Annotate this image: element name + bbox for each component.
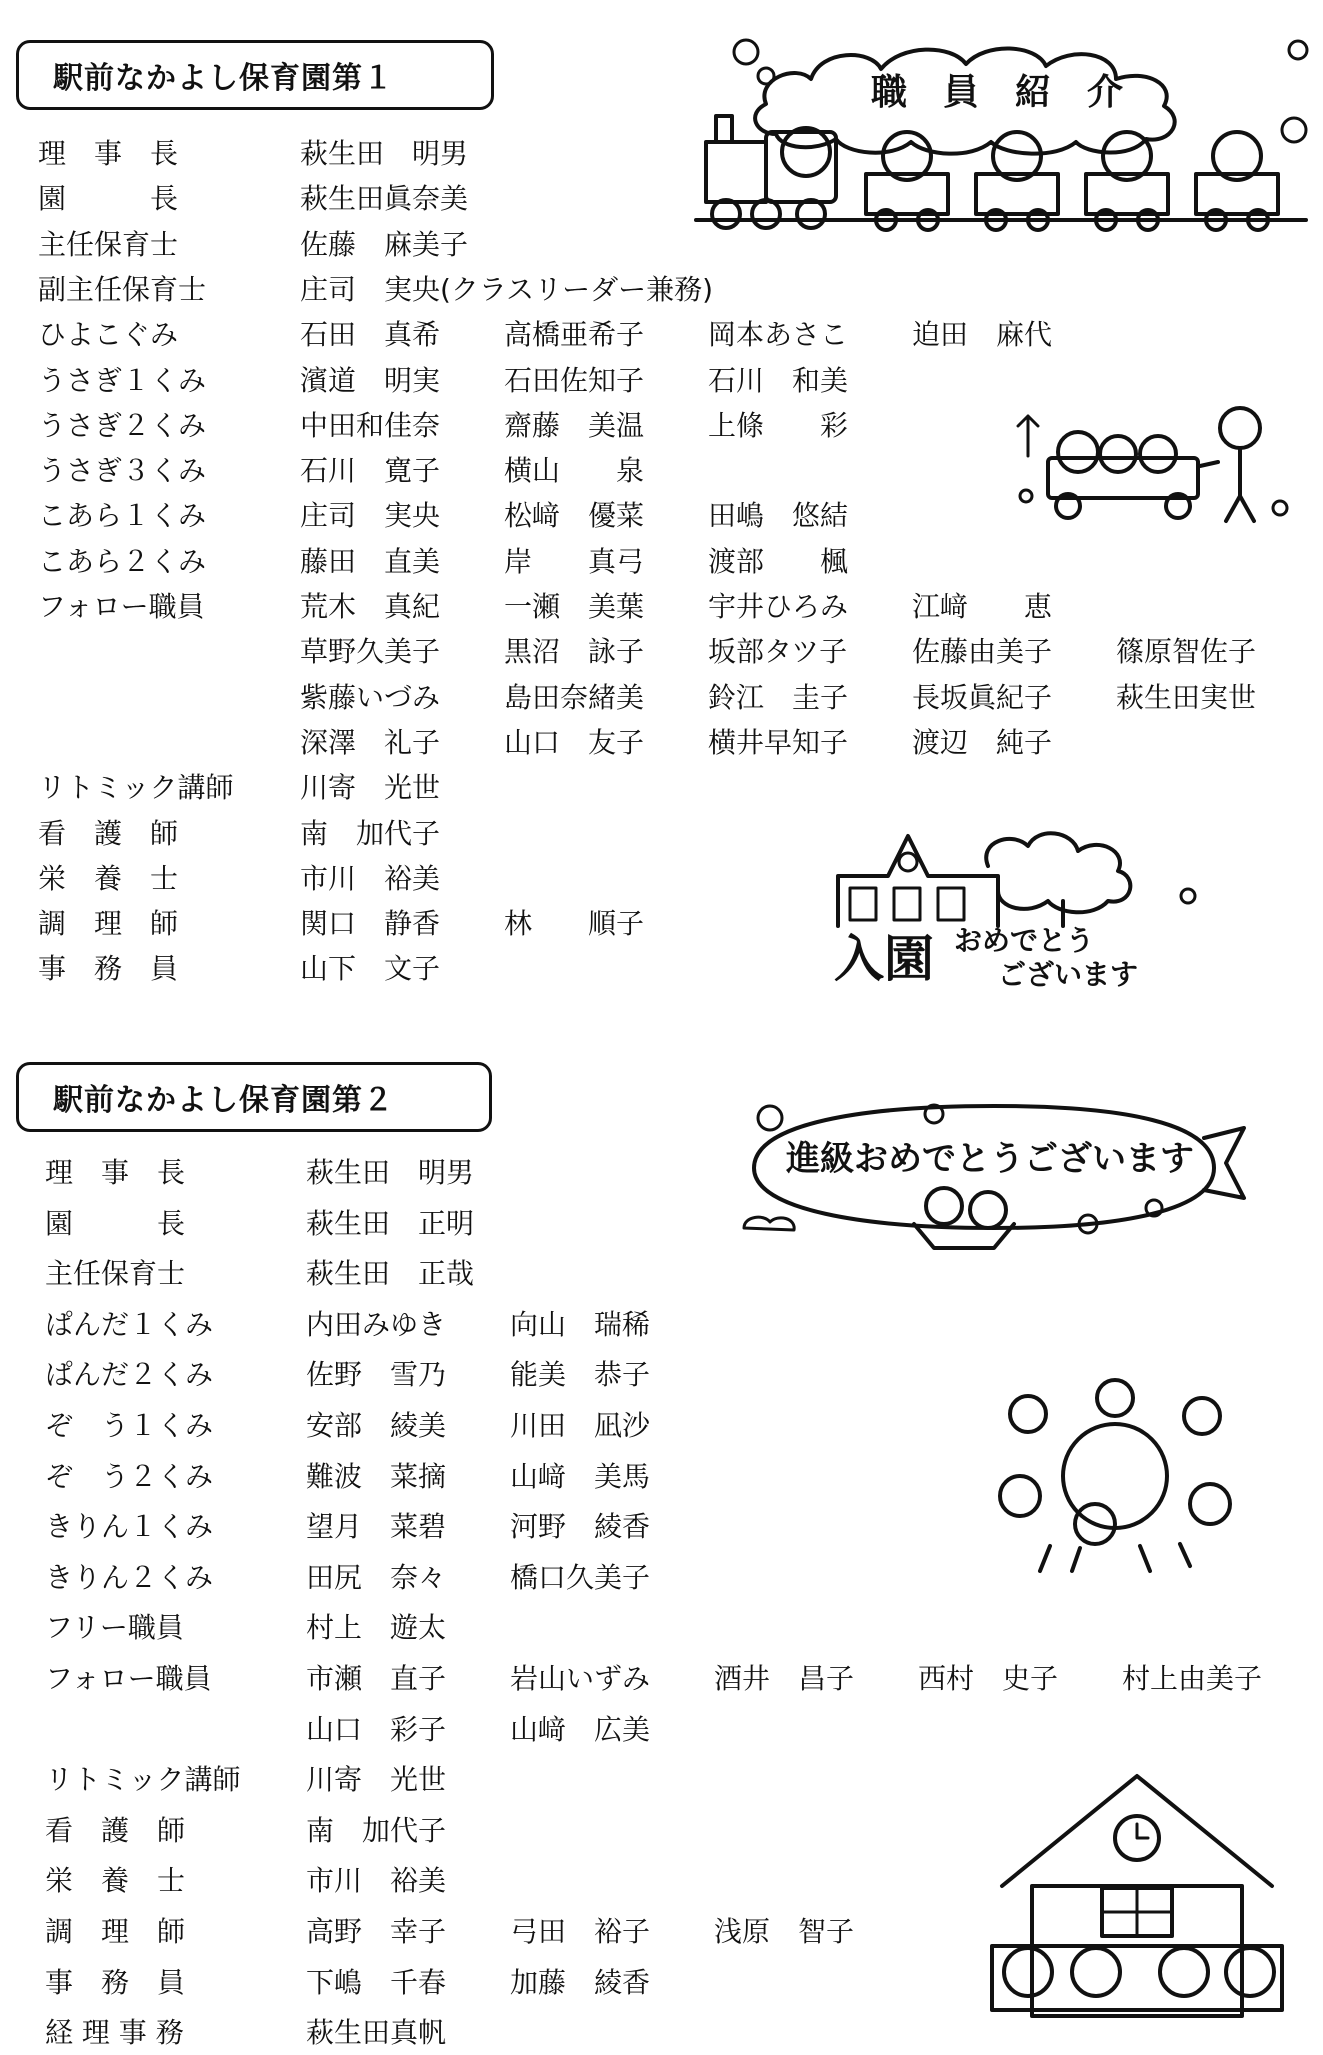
- staff-name: 橋口久美子: [510, 1560, 651, 1594]
- school-building-illustration: [992, 1766, 1282, 2036]
- staff-role: 園 長: [45, 1206, 186, 1240]
- staff-name: 石田 真希: [300, 318, 441, 352]
- staff-row: [0, 1707, 1323, 1752]
- entrance-sub2-text: ございます: [998, 958, 1139, 991]
- staff-name: 島田奈緒美: [504, 680, 645, 714]
- staff-role: こあら２くみ: [38, 544, 207, 578]
- staff-name: 濱道 明実: [300, 363, 441, 397]
- staff-row: [0, 1656, 1323, 1701]
- staff-name: 長坂眞紀子: [912, 680, 1053, 714]
- train-illustration: [686, 24, 1318, 244]
- staff-name: 佐藤 麻美子: [300, 227, 469, 261]
- staff-row: [0, 1302, 1323, 1347]
- staff-name: 黒沼 詠子: [504, 635, 645, 669]
- staff-name: 横井早知子: [708, 725, 849, 759]
- children-circle-illustration: [990, 1376, 1240, 1576]
- staff-name: 萩生田 明男: [300, 137, 469, 170]
- staff-role: 栄 養 士: [45, 1864, 186, 1898]
- staff-role: ぞ う１くみ: [45, 1409, 214, 1442]
- staff-name: 鈴江 圭子: [708, 680, 849, 714]
- staff-role: 主任保育士: [45, 1257, 186, 1291]
- staff-role: 理 事 長: [45, 1156, 186, 1189]
- staff-role: フリー職員: [45, 1611, 184, 1645]
- staff-name: 市川 裕美: [300, 861, 441, 895]
- section2-title: 駅前なかよし保育園第２: [16, 1062, 492, 1132]
- staff-name: 荒木 真紀: [300, 590, 441, 623]
- staff-name: 能美 恭子: [510, 1358, 651, 1392]
- staff-name: 一瀬 美葉: [504, 590, 645, 623]
- staff-role: リトミック講師: [45, 1763, 241, 1797]
- staff-intro-text: 職 員 紹 介: [871, 72, 1124, 113]
- staff-role: 調 理 師: [38, 907, 179, 941]
- staff-role: うさぎ１くみ: [38, 363, 207, 397]
- staff-name: 坂部タツ子: [708, 635, 848, 669]
- staff-row: [0, 267, 1323, 312]
- staff-name: 岸 真弓: [504, 544, 645, 578]
- staff-name: 田尻 奈々: [306, 1560, 447, 1594]
- staff-name: 篠原智佐子: [1116, 635, 1257, 669]
- staff-name: 内田みゆき: [306, 1307, 447, 1341]
- staff-name: 松﨑 優菜: [504, 499, 645, 533]
- staff-role: 園 長: [38, 182, 179, 216]
- staff-name: 渡辺 純子: [912, 725, 1053, 759]
- staff-name: 村上 遊太: [306, 1611, 447, 1645]
- staff-role: 副主任保育士: [38, 272, 207, 306]
- staff-role: 事 務 員: [38, 952, 179, 986]
- staff-name: 加藤 綾香: [510, 1965, 651, 1999]
- staff-name: 関口 静香: [300, 907, 441, 941]
- promotion-text: 進級おめでとうございます: [786, 1139, 1194, 1179]
- staff-name: 横山 泉: [504, 454, 645, 488]
- staff-role: うさぎ３くみ: [38, 454, 207, 488]
- staff-name: 山口 友子: [504, 725, 645, 759]
- staff-role: 看 護 師: [45, 1813, 186, 1847]
- staff-name: 高橋亜希子: [504, 318, 645, 352]
- staff-name: 安部 綾美: [306, 1409, 447, 1442]
- staff-name: 河野 綾香: [510, 1510, 651, 1544]
- staff-role: ひよこぐみ: [38, 318, 179, 352]
- staff-row: [0, 629, 1323, 674]
- staff-role: ぱんだ１くみ: [45, 1307, 214, 1341]
- staff-name: 萩生田眞奈美: [300, 182, 469, 216]
- staff-name: 上條 彩: [708, 408, 849, 442]
- staff-name: 迫田 麻代: [912, 318, 1053, 352]
- staff-name: 南 加代子: [306, 1813, 447, 1847]
- staff-row: [0, 675, 1323, 720]
- staff-name: 江﨑 恵: [912, 590, 1053, 623]
- section1-title: 駅前なかよし保育園第１: [16, 40, 494, 110]
- staff-role: フォロー職員: [38, 590, 205, 623]
- staff-row: [0, 312, 1323, 357]
- staff-role: リトミック講師: [38, 771, 234, 805]
- staff-name: 深澤 礼子: [300, 725, 441, 759]
- staff-name: 山口 彩子: [306, 1712, 447, 1746]
- staff-name: 佐野 雪乃: [306, 1358, 447, 1392]
- staff-name: 弓田 裕子: [510, 1915, 651, 1948]
- staff-role: 調 理 師: [45, 1915, 186, 1948]
- staff-row: [0, 1605, 1323, 1650]
- staff-name: 渡部 楓: [708, 544, 849, 578]
- staff-name: 萩生田 正哉: [306, 1257, 475, 1291]
- staff-role: 栄 養 士: [38, 861, 179, 895]
- staff-name: 岩山いずみ: [510, 1662, 651, 1695]
- staff-role: きりん２くみ: [45, 1560, 214, 1594]
- staff-name: 市瀬 直子: [306, 1662, 447, 1695]
- staff-name: 南 加代子: [300, 816, 441, 850]
- staff-name: 草野久美子: [300, 635, 441, 669]
- staff-name: 向山 瑞稀: [510, 1307, 651, 1341]
- staff-row: [0, 765, 1323, 810]
- staff-name: 石川 和美: [708, 363, 849, 397]
- staff-name: 萩生田実世: [1116, 680, 1257, 714]
- staff-name: 佐藤由美子: [912, 635, 1053, 669]
- staff-name: 庄司 実央(クラスリーダー兼務): [300, 272, 714, 306]
- staff-name: 高野 幸子: [306, 1915, 447, 1948]
- staff-name: 宇井ひろみ: [708, 590, 849, 623]
- staff-role: 理 事 長: [38, 137, 179, 170]
- staff-name: 山﨑 広美: [510, 1712, 651, 1746]
- staff-name: 難波 菜摘: [306, 1459, 447, 1493]
- staff-row: [0, 539, 1323, 584]
- staff-row: [0, 720, 1323, 765]
- staff-name: 林 順子: [504, 907, 645, 941]
- staff-name: 川寄 光世: [300, 771, 441, 805]
- staff-name: 石川 寛子: [300, 454, 441, 488]
- entrance-main-text: 入園: [834, 930, 934, 988]
- staff-name: 酒井 昌子: [714, 1662, 855, 1695]
- staff-name: 下嶋 千春: [306, 1965, 447, 1999]
- staff-role: こあら１くみ: [38, 499, 207, 533]
- promotion-banner-illustration: [734, 1098, 1254, 1268]
- entrance-congrats-illustration: [828, 826, 1208, 996]
- staff-name: 萩生田 正明: [306, 1206, 475, 1240]
- staff-name: 藤田 直美: [300, 544, 441, 578]
- staff-name: 望月 菜碧: [306, 1510, 447, 1544]
- staff-name: 浅原 智子: [714, 1915, 855, 1948]
- staff-role: ぞ う２くみ: [45, 1459, 214, 1493]
- staff-name: 石田佐知子: [504, 363, 645, 397]
- staff-name: 西村 史子: [918, 1662, 1059, 1695]
- staff-name: 紫藤いづみ: [300, 680, 441, 714]
- staff-name: 川寄 光世: [306, 1763, 447, 1797]
- staff-role: 経 理 事 務: [45, 2016, 184, 2050]
- staff-name: 村上由美子: [1122, 1662, 1263, 1695]
- staff-role: フォロー職員: [45, 1662, 212, 1695]
- staff-role: 主任保育士: [38, 227, 179, 261]
- staff-name: 山﨑 美馬: [510, 1459, 651, 1493]
- staff-name: 庄司 実央: [300, 499, 441, 533]
- entrance-sub1-text: おめでとう: [954, 924, 1095, 957]
- staff-row: [0, 584, 1323, 629]
- wagon-children-illustration: [1008, 396, 1298, 526]
- staff-name: 川田 凪沙: [510, 1409, 651, 1442]
- staff-name: 市川 裕美: [306, 1864, 447, 1898]
- staff-name: 田嶋 悠結: [708, 499, 849, 533]
- staff-role: 事 務 員: [45, 1965, 186, 1999]
- staff-role: 看 護 師: [38, 816, 179, 850]
- staff-name: 中田和佳奈: [300, 408, 441, 442]
- staff-name: 齋藤 美温: [504, 408, 645, 442]
- staff-name: 萩生田 明男: [306, 1156, 475, 1189]
- staff-role: きりん１くみ: [45, 1510, 214, 1544]
- staff-name: 萩生田真帆: [306, 2016, 447, 2050]
- staff-name: 岡本あさこ: [708, 318, 849, 352]
- staff-role: うさぎ２くみ: [38, 408, 207, 442]
- staff-role: ぱんだ２くみ: [45, 1358, 214, 1392]
- staff-name: 山下 文子: [300, 952, 441, 986]
